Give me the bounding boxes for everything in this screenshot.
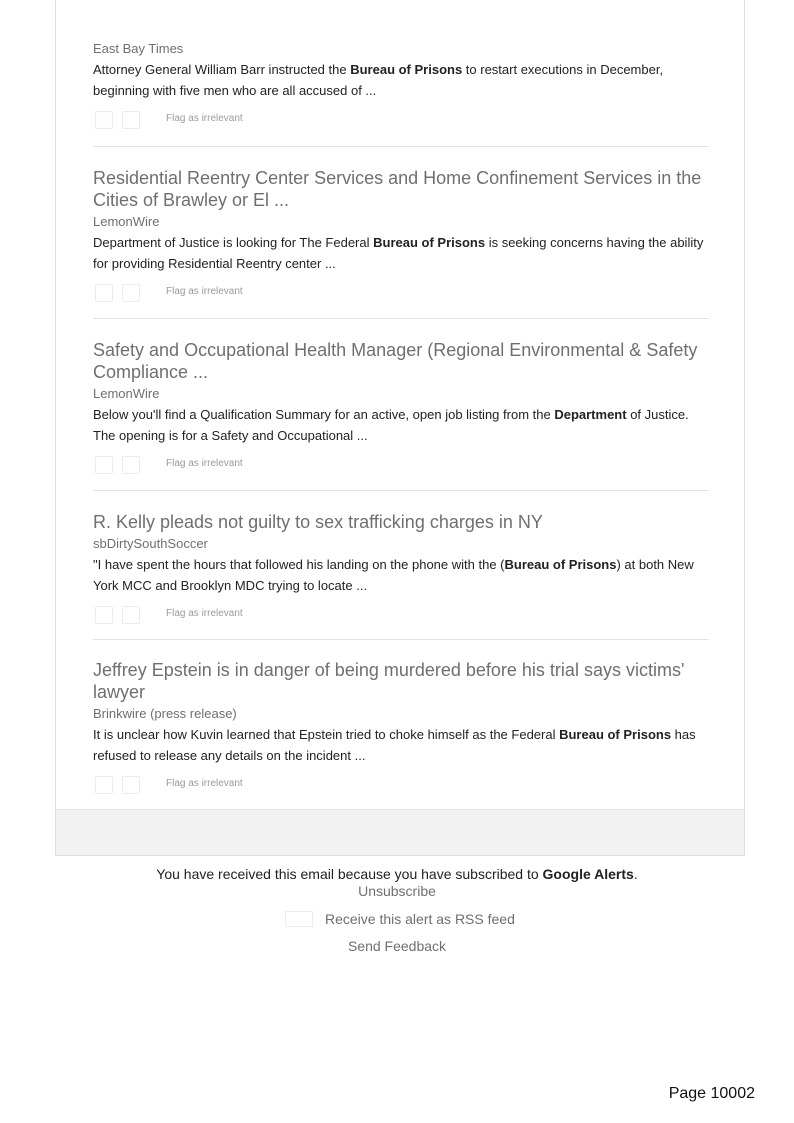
card-footer-bar: [56, 809, 744, 855]
item-actions: [93, 456, 709, 476]
alert-item: [93, 41, 709, 131]
thumbs-down-icon[interactable]: [122, 456, 140, 474]
item-snippet: [93, 554, 709, 596]
item-snippet: [93, 724, 709, 766]
item-divider: [93, 318, 709, 319]
rss-row: [0, 911, 794, 929]
item-title-link[interactable]: R. Kelly pleads not guilty to sex trafficking charges in NY: [93, 512, 543, 532]
flag-irrelevant-link[interactable]: Flag as irrelevant: [166, 458, 243, 469]
snippet-text: to restart executions in December, beginning with five men who are all accused of ...: [93, 62, 664, 98]
alert-item: [93, 167, 709, 304]
item-title-link[interactable]: Residential Reentry Center Services and Home Confinement Services in the Cities of Brawley or El ...: [93, 168, 702, 210]
item-source: LemonWire: [93, 214, 160, 229]
alert-item: [93, 659, 709, 796]
item-actions: [93, 284, 709, 304]
thumbs-up-icon[interactable]: [95, 776, 113, 794]
rss-icon[interactable]: [285, 911, 313, 927]
thumbs-down-icon[interactable]: [122, 111, 140, 129]
item-snippet: [93, 59, 709, 101]
snippet-text: It is unclear how Kuvin learned that Epstein tried to choke himself as the Federal: [93, 727, 560, 742]
flag-irrelevant-link[interactable]: Flag as irrelevant: [166, 778, 243, 789]
google-alerts-brand: Google Alerts: [542, 866, 634, 882]
snippet-highlight: Bureau of Prisons: [350, 62, 463, 77]
thumbs-down-icon[interactable]: [122, 776, 140, 794]
notice-suffix: .: [633, 866, 638, 882]
alert-item: [93, 339, 709, 476]
item-title-link[interactable]: Safety and Occupational Health Manager (Regional Environmental & Safety Compliance ...: [93, 340, 698, 382]
alert-email-card: [55, 0, 745, 856]
snippet-text: Attorney General William Barr instructed the: [93, 62, 351, 77]
unsubscribe-link[interactable]: Unsubscribe: [358, 883, 436, 899]
item-divider: [93, 639, 709, 640]
item-title-link[interactable]: Jeffrey Epstein is in danger of being murdered before his trial says victims' lawyer: [93, 660, 685, 702]
snippet-text: ) at both New York MCC and Brooklyn MDC trying to locate ...: [93, 557, 694, 593]
item-snippet: [93, 232, 709, 274]
item-actions: [93, 776, 709, 796]
flag-irrelevant-link[interactable]: Flag as irrelevant: [166, 286, 243, 297]
snippet-highlight: Bureau of Prisons: [559, 727, 672, 742]
snippet-text: "I have spent the hours that followed his landing on the phone with the (: [93, 557, 505, 572]
thumbs-down-icon[interactable]: [122, 606, 140, 624]
snippet-text: has refused to release any details on the incident ...: [93, 727, 696, 763]
snippet-highlight: Bureau of Prisons: [504, 557, 617, 572]
send-feedback-link[interactable]: Send Feedback: [347, 938, 447, 954]
subscription-notice: [0, 866, 794, 883]
thumbs-up-icon[interactable]: [95, 111, 113, 129]
snippet-highlight: Bureau of Prisons: [373, 235, 486, 250]
flag-irrelevant-link[interactable]: Flag as irrelevant: [166, 608, 243, 619]
page-number: Page 10002: [668, 1085, 755, 1102]
item-actions: [93, 111, 709, 131]
item-actions: [93, 606, 709, 626]
thumbs-up-icon[interactable]: [95, 284, 113, 302]
thumbs-up-icon[interactable]: [95, 456, 113, 474]
item-source: East Bay Times: [93, 41, 184, 56]
alert-item: [93, 511, 709, 626]
snippet-highlight: Department: [554, 407, 627, 422]
notice-text: You have received this email because you have subscribed to: [156, 866, 543, 882]
flag-irrelevant-link[interactable]: Flag as irrelevant: [166, 113, 243, 124]
snippet-text: is seeking concerns having the ability for providing Residential Reentry center ...: [93, 235, 704, 271]
item-snippet: [93, 404, 709, 446]
item-divider: [93, 490, 709, 491]
thumbs-up-icon[interactable]: [95, 606, 113, 624]
unsubscribe-row: [0, 883, 794, 900]
item-source: Brinkwire (press release): [93, 706, 237, 721]
feedback-row: [0, 938, 794, 955]
item-source: sbDirtySouthSoccer: [93, 536, 208, 551]
item-divider: [93, 146, 709, 147]
rss-feed-link[interactable]: Receive this alert as RSS feed: [325, 911, 515, 927]
snippet-text: Department of Justice is looking for The Federal: [93, 235, 374, 250]
snippet-text: Below you'll find a Qualification Summary for an active, open job listing from the: [93, 407, 555, 422]
item-source: LemonWire: [93, 386, 160, 401]
thumbs-down-icon[interactable]: [122, 284, 140, 302]
snippet-text: of Justice. The opening is for a Safety and Occupational ...: [93, 407, 689, 443]
